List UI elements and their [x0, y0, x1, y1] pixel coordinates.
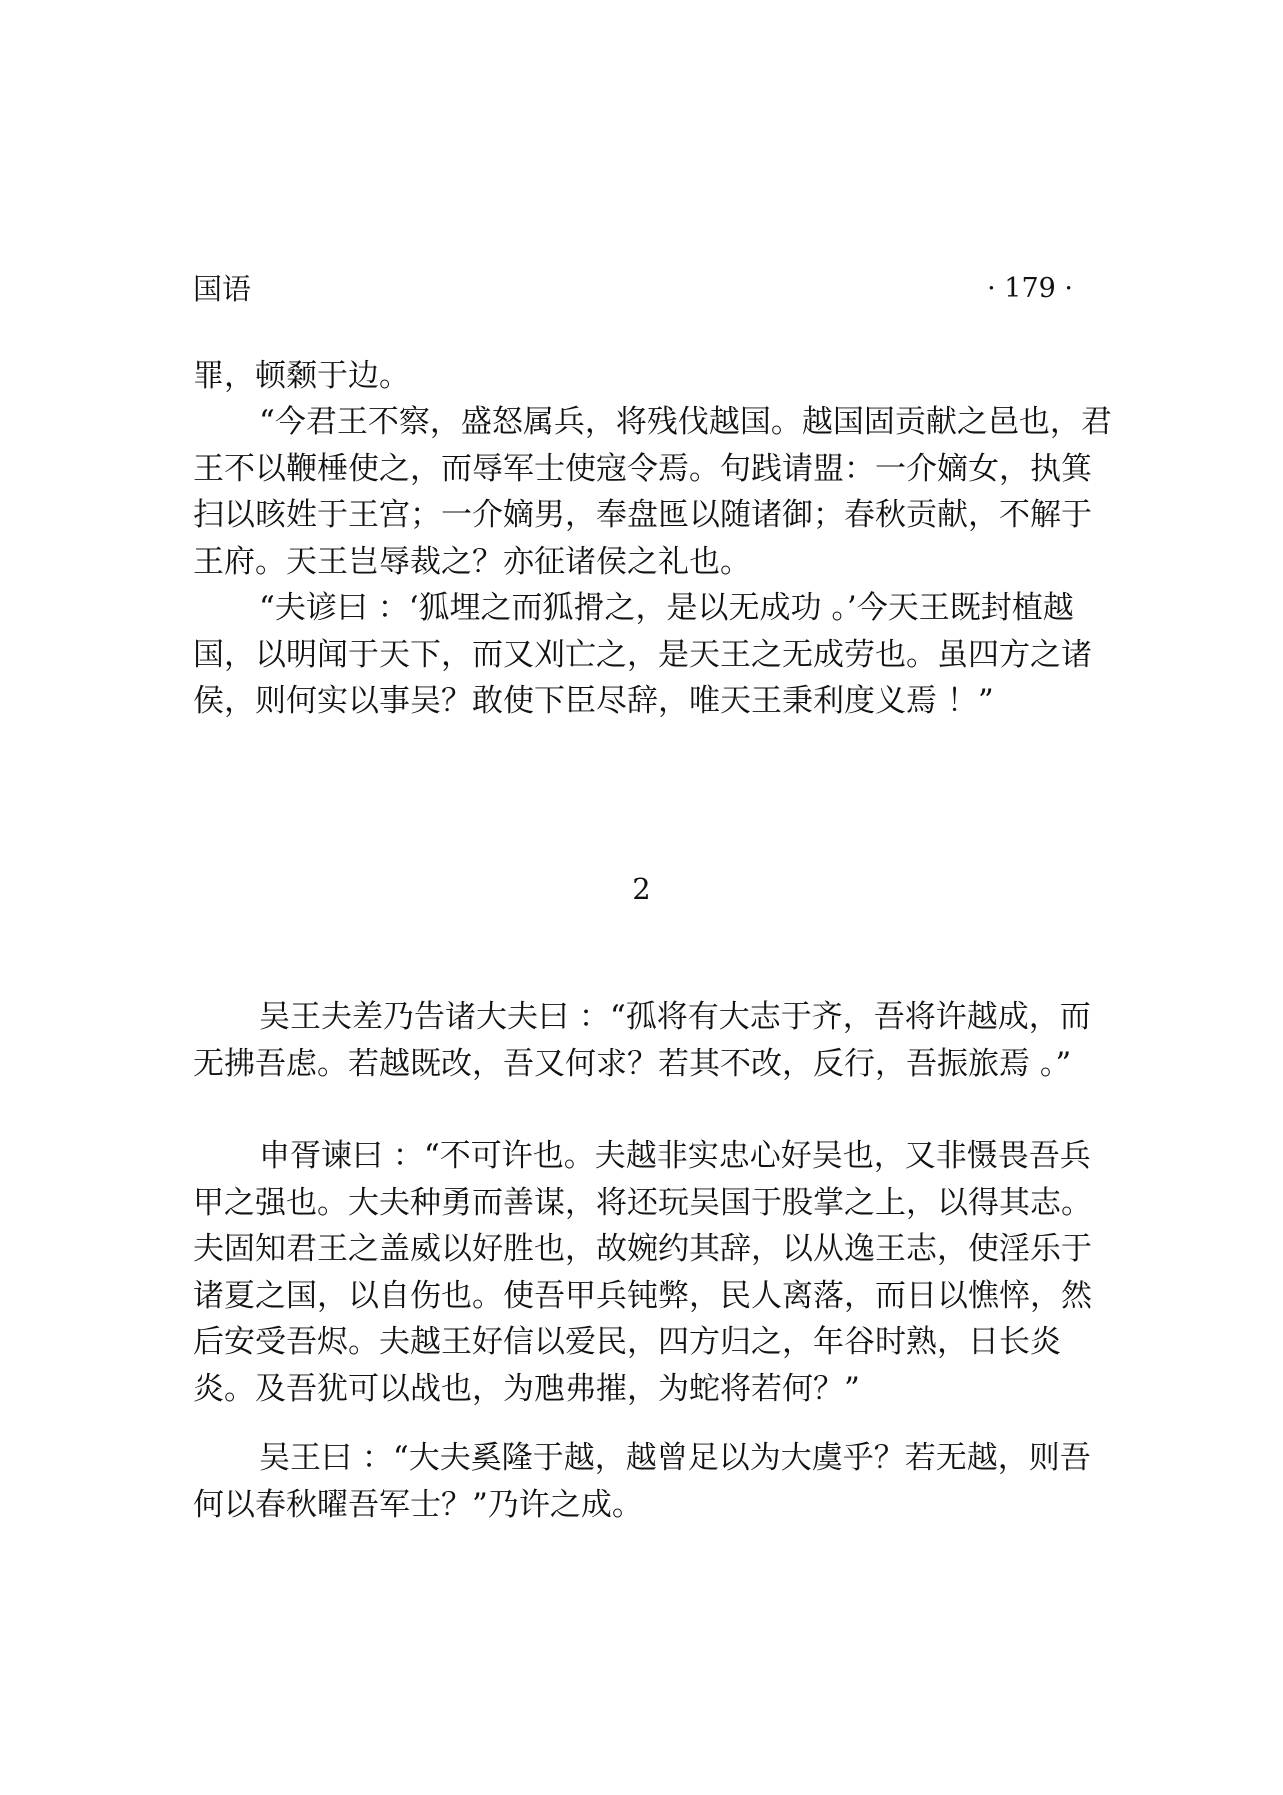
- paragraph-fuchai: 吴王夫差乃告诸大夫曰 ：“孤将有大志于齐，吾将许越成，而无拂吾虑。若越既改，吾又何求？若其不改，反行，吾振旅焉 。”: [193, 999, 1091, 1082]
- paragraph-wuwang: 吴王曰 ：“大夫奚隆于越，越曾足以为大虞乎？若无越，则吾何以春秋曜吾军士？”乃许之成。: [193, 1440, 1091, 1523]
- paragraph-shenxu: 申胥谏曰 ：“不可许也。夫越非实忠心好吴也，又非慑畏吾兵甲之强也。大夫种勇而善谋，将还玩吴国于股掌之上，以得其志。夫固知君王之盖威以好胜也，故婉约其辞，以从逸王志，使淫乐于诸夏之国，以自伤也。使吾甲兵钝弊，民人离落，而日以憔悴，然后安受吾烬。夫越王好信以爱民，四方归之，年谷时熟，日长炎炎。及吾犹可以战也，为虺弗摧，为蛇将若何？”: [193, 1138, 1092, 1407]
- book-title: 国语: [193, 272, 252, 306]
- paragraph-speech-1: “今君王不察，盛怒属兵，将残伐越国。越国固贡献之邑也，君王不以鞭棰使之，而辱军士使寇令焉。句践请盟：一介嫡女，执箕扫以晐姓于王宫；一介嫡男，奉盘匜以随诸御；春秋贡献，不解于王府。天王岂辱裁之？亦征诸侯之礼也。: [193, 404, 1112, 580]
- page-header: [193, 266, 1073, 312]
- paragraph-continuation: 罪，顿颡于边。: [193, 358, 410, 394]
- paragraph-speech-2: “夫谚曰 ：‘狐埋之而狐搰之，是以无成功 。’今天王既封植越国，以明闻于天下，而又刈亡之，是天王之无成劳也。虽四方之诸侯，则何实以事吴？敢使下臣尽辞，唯天王秉利度义焉 ！”: [193, 590, 1092, 719]
- section-number: 2: [632, 872, 651, 906]
- page-number: · 179 ·: [987, 273, 1073, 304]
